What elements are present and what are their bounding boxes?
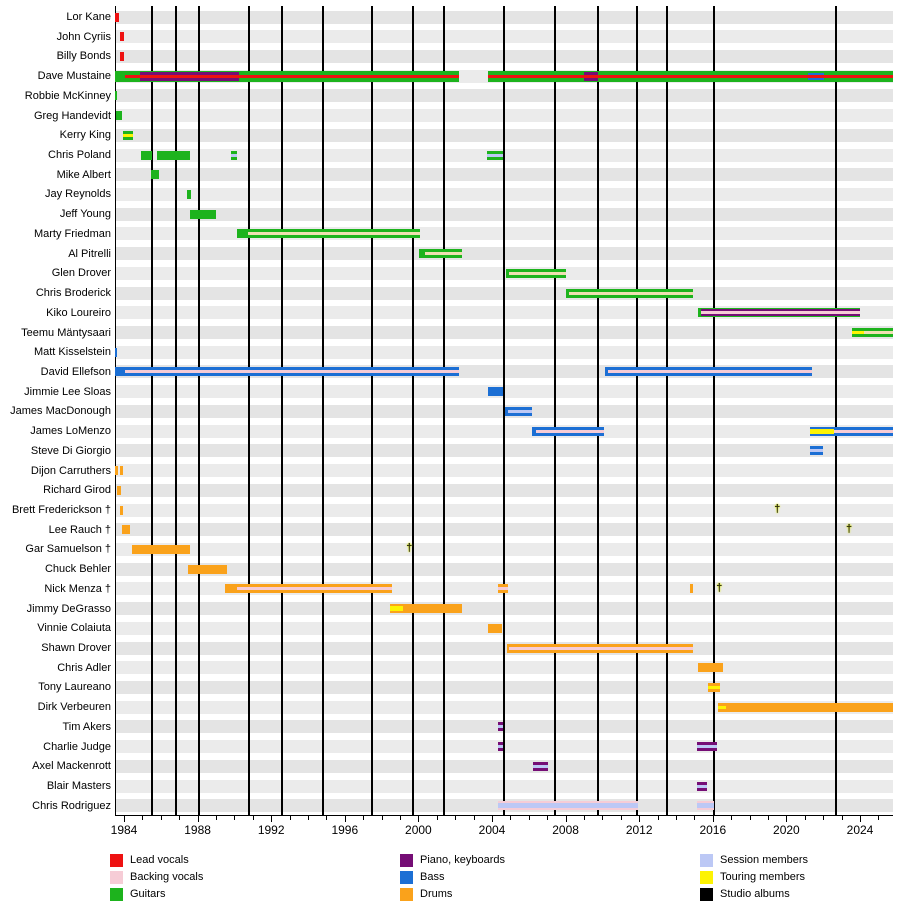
x-axis-minor-tick [731,816,732,820]
timeline-bar [488,624,502,633]
member-label: Chuck Behler [44,563,111,576]
legend-item [400,888,580,902]
member-label: Dave Mustaine [37,70,111,83]
y-axis-line [115,6,116,815]
legend-swatch [110,888,123,901]
timeline-bar [120,506,123,515]
member-label: Steve Di Giorgio [30,444,111,457]
x-axis-tick-label: 2008 [552,823,579,837]
timeline-bar [605,367,812,376]
x-axis-major-tick [124,816,125,822]
timeline-bar [115,91,117,100]
death-dagger-icon: † [716,581,723,594]
x-axis-tick-label: 2000 [405,823,432,837]
x-axis-major-tick [860,816,861,822]
legend-item [700,854,880,868]
x-axis-major-tick [345,816,346,822]
x-axis-minor-tick [676,816,677,820]
member-label: Richard Girod [43,484,111,497]
x-axis-tick-label: 2020 [773,823,800,837]
member-label: Jimmy DeGrasso [26,602,111,615]
timeline-bar [708,683,720,692]
timeline-bar [187,190,192,199]
timeline-bar [225,584,392,593]
x-axis-minor-tick [621,816,622,820]
x-axis-major-tick [418,816,419,822]
timeline-bar [498,584,507,593]
member-label: Vinnie Colaiuta [37,622,111,635]
member-label: Jeff Young [59,208,111,221]
legend-label: Studio albums [720,888,790,900]
timeline-bar [498,722,504,731]
legend-swatch [700,854,713,867]
role-stripe [498,725,504,728]
role-stripe [508,410,533,413]
studio-album-line [198,6,200,815]
x-axis-minor-tick [234,816,235,820]
studio-album-line [713,6,715,815]
timeline-bar [115,71,459,82]
member-label: Tim Akers [62,720,111,733]
timeline-bar [120,32,124,41]
x-axis-minor-tick [308,816,309,820]
role-stripe [852,331,864,334]
x-axis-tick-label: 1984 [110,823,138,837]
legend-item [400,854,580,868]
timeline-bar [141,151,151,160]
x-axis-minor-tick [768,816,769,820]
x-axis-minor-tick [326,816,327,820]
member-label: Glen Drover [51,267,111,280]
studio-album-line [412,6,414,815]
x-axis-minor-tick [216,816,217,820]
timeline-bar [122,525,130,534]
x-axis-tick-label: 1988 [184,823,211,837]
x-axis-minor-tick [437,816,438,820]
x-axis-minor-tick [161,816,162,820]
timeline-bar [115,367,459,376]
role-stripe [697,803,714,808]
member-label: Mike Albert [56,168,111,181]
role-stripe [390,606,403,611]
timeline-bar [115,13,119,22]
timeline-bar [120,466,124,475]
timeline-bar [532,427,604,436]
legend-swatch [110,854,123,867]
x-axis-minor-tick [455,816,456,820]
role-stripe [569,292,692,295]
role-stripe [536,430,604,433]
role-stripe [509,272,565,275]
studio-album-line [322,6,324,815]
x-axis-minor-tick [363,816,364,820]
member-label: Robbie McKinney [24,89,111,102]
x-axis-tick-label: 1996 [331,823,359,837]
timeline-bar [498,742,504,751]
timeline-bar [505,407,533,416]
x-axis-minor-tick [400,816,401,820]
timeline-bar [487,151,503,160]
role-stripe [237,587,392,590]
timeline-bar [697,801,714,810]
timeline-bar [132,545,190,554]
role-stripe [697,745,717,748]
studio-album-line [666,6,668,815]
member-label: Lee Rauch † [48,523,111,536]
member-label: Kiko Loureiro [46,306,111,319]
x-axis-minor-tick [602,816,603,820]
timeline-bar [566,289,693,298]
timeline-bar [190,210,216,219]
role-stripe [810,429,834,434]
legend-label: Touring members [720,871,805,883]
timeline-bar [690,584,694,593]
timeline-bar [188,565,227,574]
role-stripe [248,232,420,235]
studio-album-line [248,6,250,815]
member-label: Dijon Carruthers [30,464,111,477]
legend-item [700,871,880,885]
timeline-bar [117,486,120,495]
legend-item [110,871,290,885]
timeline-bar [506,269,566,278]
member-label: Billy Bonds [56,50,111,63]
x-axis-minor-tick [658,816,659,820]
timeline-bar [390,604,462,613]
x-axis-line [115,815,893,816]
timeline-bar [810,427,893,436]
timeline-bar [157,151,190,160]
x-axis-minor-tick [694,816,695,820]
role-stripe [125,370,459,373]
x-axis-major-tick [566,816,567,822]
member-label: Jay Reynolds [44,188,111,201]
death-dagger-icon: † [845,522,853,535]
timeline-bar [151,170,159,179]
member-label: Chris Broderick [35,287,111,300]
studio-album-line [636,6,638,815]
role-stripe [697,785,707,788]
member-label: Chris Poland [48,149,111,162]
studio-album-line [835,6,837,815]
role-stripe [708,686,720,689]
role-stripe [498,803,638,808]
legend-swatch [110,871,123,884]
member-label: Axel Mackenrott [32,760,111,773]
x-axis-minor-tick [584,816,585,820]
member-label: Gar Samuelson † [25,543,111,556]
legend-label: Bass [420,871,445,883]
role-stripe [701,311,860,314]
x-axis-minor-tick [529,816,530,820]
timeline-bar [115,348,117,357]
role-stripe [498,587,507,590]
x-axis-minor-tick [750,816,751,820]
timeline-bar [533,762,548,771]
legend-label: Guitars [130,888,166,900]
member-label: Chris Adler [57,661,111,674]
timeline-bar [507,644,693,653]
death-dagger-icon: † [774,503,781,515]
timeline-bar [698,308,860,317]
role-stripe [425,252,462,255]
x-axis-minor-tick [290,816,291,820]
x-axis-minor-tick [805,816,806,820]
member-label: John Cyriis [56,30,111,43]
timeline-bar [419,249,461,258]
timeline-bar [115,466,118,475]
x-axis-tick-label: 2024 [846,823,874,837]
legend-swatch [400,871,413,884]
member-label: Shawn Drover [41,642,111,655]
member-label: Tony Laureano [38,681,111,694]
member-label: Al Pitrelli [68,247,111,260]
legend-swatch [400,888,413,901]
member-label: Blair Masters [46,780,111,793]
legend-item [700,888,880,902]
timeline-bar [123,131,133,140]
timeline-bar [718,703,893,712]
role-stripe [231,154,237,157]
x-axis-major-tick [492,816,493,822]
member-label: Kerry King [59,129,111,142]
timeline-bar [488,71,893,82]
x-axis-tick-label: 2012 [625,823,653,837]
member-label: Charlie Judge [43,740,111,753]
legend-item [110,854,290,868]
timeline-bar [120,52,124,61]
timeline-bar [237,229,420,238]
role-stripe [718,706,725,709]
timeline-bar [810,446,823,455]
legend-swatch [400,854,413,867]
x-axis-minor-tick [510,816,511,820]
studio-album-line [175,6,177,815]
member-label: James LoMenzo [30,425,111,438]
role-stripe [125,75,459,78]
legend-label: Piano, keyboards [420,854,505,866]
member-label: Dirk Verbeuren [37,701,111,714]
x-axis-minor-tick [878,816,879,820]
member-label: Marty Friedman [33,227,111,240]
timeline-bar [116,111,122,120]
x-axis-minor-tick [382,816,383,820]
legend-label: Drums [420,888,453,900]
member-label: Greg Handevidt [33,109,111,122]
timeline-bar [698,663,723,672]
member-label: Lor Kane [66,11,111,23]
x-axis-minor-tick [179,816,180,820]
death-dagger-icon: † [406,542,413,555]
member-label: Brett Frederickson † [11,504,111,516]
x-axis-tick-label: 2016 [699,823,727,837]
role-stripe [509,647,692,650]
role-stripe [533,765,548,768]
legend-label: Session members [720,854,809,866]
member-label: Jimmie Lee Sloas [24,385,111,398]
member-label: David Ellefson [40,365,111,378]
member-label: Chris Rodriguez [32,799,111,812]
x-axis-minor-tick [547,816,548,820]
x-axis-minor-tick [823,816,824,820]
legend-swatch [700,888,713,901]
member-label: Nick Menza † [44,582,111,595]
role-stripe [488,75,893,78]
role-stripe [123,134,133,137]
role-stripe [810,449,823,452]
studio-album-line [443,6,445,815]
role-stripe [487,154,503,157]
studio-album-line [151,6,153,815]
timeline-bar [498,801,638,810]
studio-album-line [281,6,283,815]
member-label: Teemu Mäntysaari [21,326,111,339]
timeline-bar [488,387,503,396]
legend-label: Backing vocals [130,871,204,883]
x-axis-major-tick [639,816,640,822]
x-axis-major-tick [271,816,272,822]
role-stripe [498,745,504,748]
x-axis-minor-tick [842,816,843,820]
legend-item [110,888,290,902]
x-axis-major-tick [198,816,199,822]
role-stripe [608,370,812,373]
timeline-bar [697,782,707,791]
legend-swatch [700,871,713,884]
timeline-bar [231,151,237,160]
x-axis-major-tick [786,816,787,822]
studio-album-line [371,6,373,815]
x-axis-tick-label: 2004 [478,823,506,837]
timeline-bar [697,742,717,751]
member-label: James MacDonough [10,405,111,418]
x-axis-minor-tick [253,816,254,820]
legend-label: Lead vocals [130,854,189,866]
role-stripe [834,430,893,433]
studio-album-line [597,6,599,815]
timeline-bar [852,328,893,337]
role-stripe [864,331,893,334]
member-label: Matt Kisselstein [33,346,111,359]
x-axis-tick-label: 1992 [257,823,285,837]
x-axis-minor-tick [474,816,475,820]
x-axis-minor-tick [142,816,143,820]
x-axis-major-tick [713,816,714,822]
studio-album-line [554,6,556,815]
legend-item [400,871,580,885]
